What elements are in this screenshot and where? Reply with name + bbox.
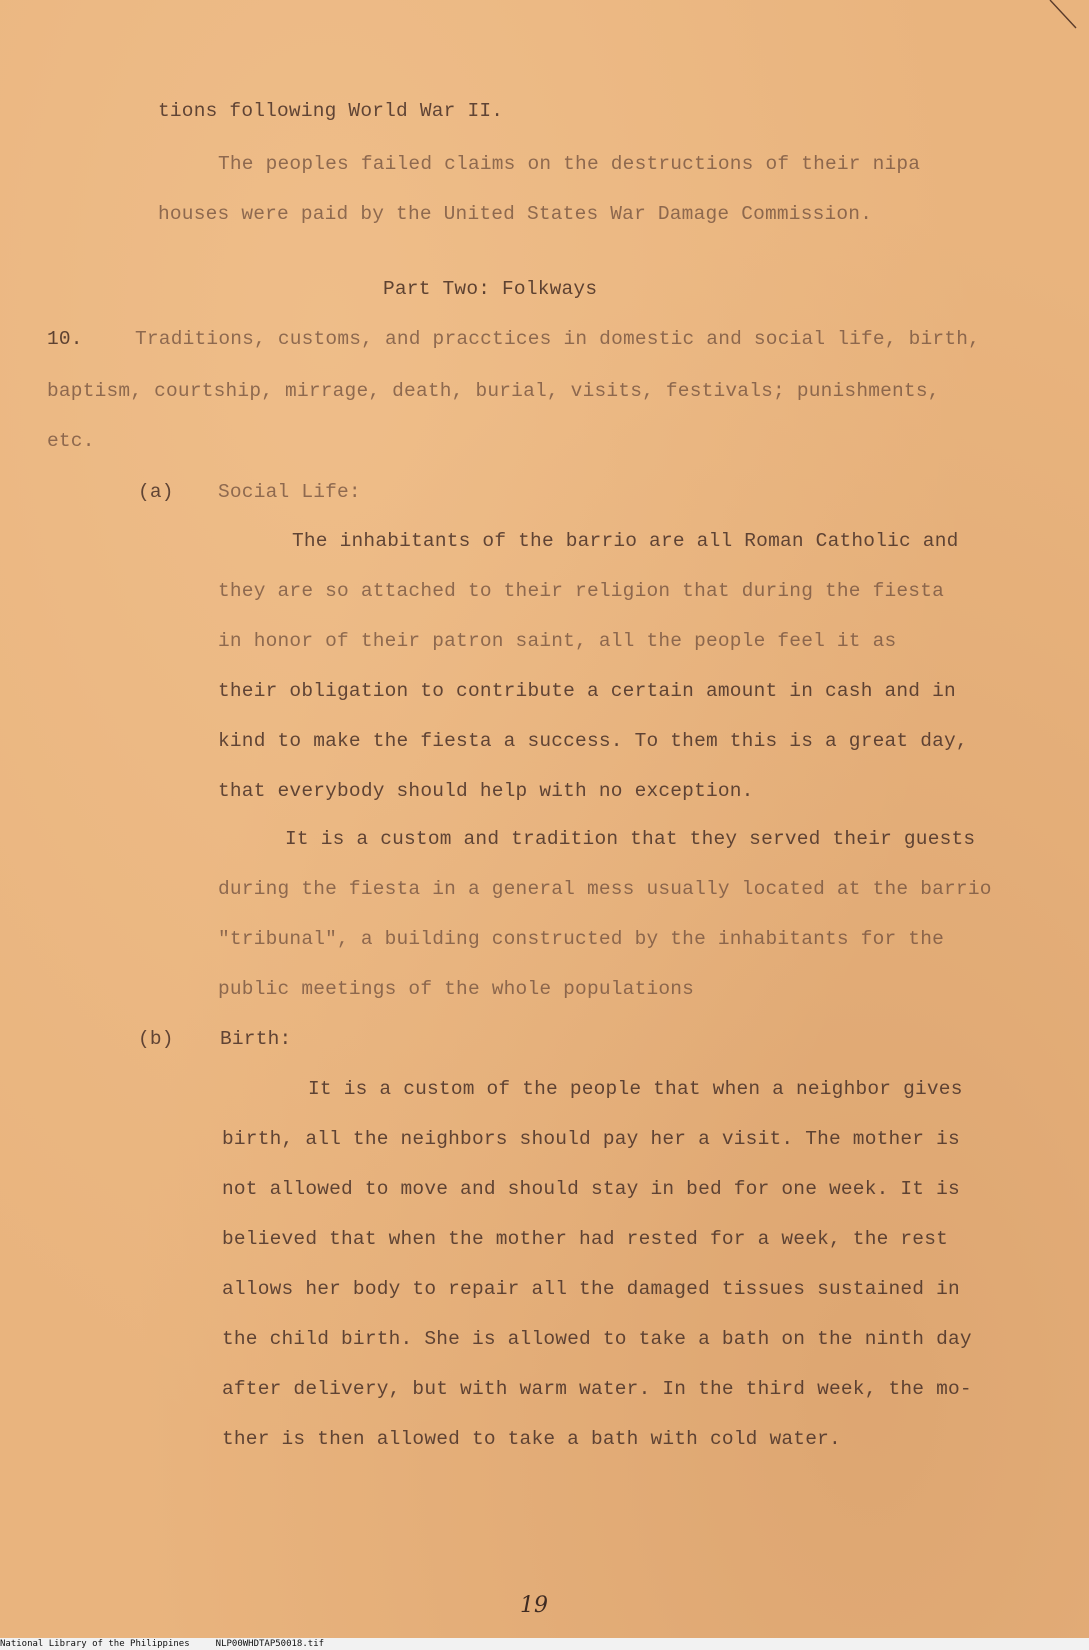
text-line-25: believed that when the mother had rested for a week, the rest <box>222 1228 949 1250</box>
text-line-22: It is a custom of the people that when a neighbor gives <box>308 1078 963 1100</box>
text-line-2: The peoples failed claims on the destructions of their nipa <box>218 153 921 175</box>
scan-footer <box>0 1638 1089 1650</box>
item-number: 10. <box>47 328 83 350</box>
text-line-15: that everybody should help with no exception. <box>218 780 754 802</box>
section-heading: Part Two: Folkways <box>383 278 598 300</box>
text-line-17: during the fiesta in a general mess usually located at the barrio <box>218 878 992 900</box>
text-line-6: baptism, courtship, mirrage, death, burial, visits, festivals; punishments, <box>47 380 940 402</box>
subsection-marker-a: (a) <box>138 481 174 503</box>
footer-filename: NLP00WHDTAP50018.tif <box>215 1639 325 1649</box>
text-line-29: ther is then allowed to take a bath with cold water. <box>222 1428 841 1450</box>
text-line-14: kind to make the fiesta a success. To them this is a great day, <box>218 730 968 752</box>
text-line-18: "tribunal", a building constructed by the inhabitants for the <box>218 928 945 950</box>
text-line-13: their obligation to contribute a certain amount in cash and in <box>218 680 956 702</box>
text-line-27: the child birth. She is allowed to take a bath on the ninth day <box>222 1328 972 1350</box>
page-number: 19 <box>520 1593 548 1618</box>
text-line-1: tions following World War II. <box>158 100 504 122</box>
text-line-26: allows her body to repair all the damaged tissues sustained in <box>222 1278 960 1300</box>
text-line-23: birth, all the neighbors should pay her a visit. The mother is <box>222 1128 960 1150</box>
subsection-marker-b: (b) <box>138 1028 174 1050</box>
text-line-28: after delivery, but with warm water. In the third week, the mo- <box>222 1378 972 1400</box>
text-line-11: they are so attached to their religion that during the fiesta <box>218 580 945 602</box>
text-line-5: Traditions, customs, and pracctices in domestic and social life, birth, <box>135 328 981 350</box>
text-line-24: not allowed to move and should stay in bed for one week. It is <box>222 1178 960 1200</box>
corner-mark <box>1048 0 1088 30</box>
text-line-19: public meetings of the whole populations <box>218 978 695 1000</box>
subsection-title-birth: Birth: <box>220 1028 292 1050</box>
text-line-7: etc. <box>47 430 95 452</box>
footer-institution: National Library of the Philippines <box>0 1639 190 1649</box>
subsection-title-social-life: Social Life: <box>218 481 361 503</box>
text-line-3: houses were paid by the United States War Damage Commission. <box>158 203 873 225</box>
text-line-10: The inhabitants of the barrio are all Roman Catholic and <box>292 530 959 552</box>
text-line-16: It is a custom and tradition that they served their guests <box>285 828 976 850</box>
text-line-12: in honor of their patron saint, all the people feel it as <box>218 630 897 652</box>
